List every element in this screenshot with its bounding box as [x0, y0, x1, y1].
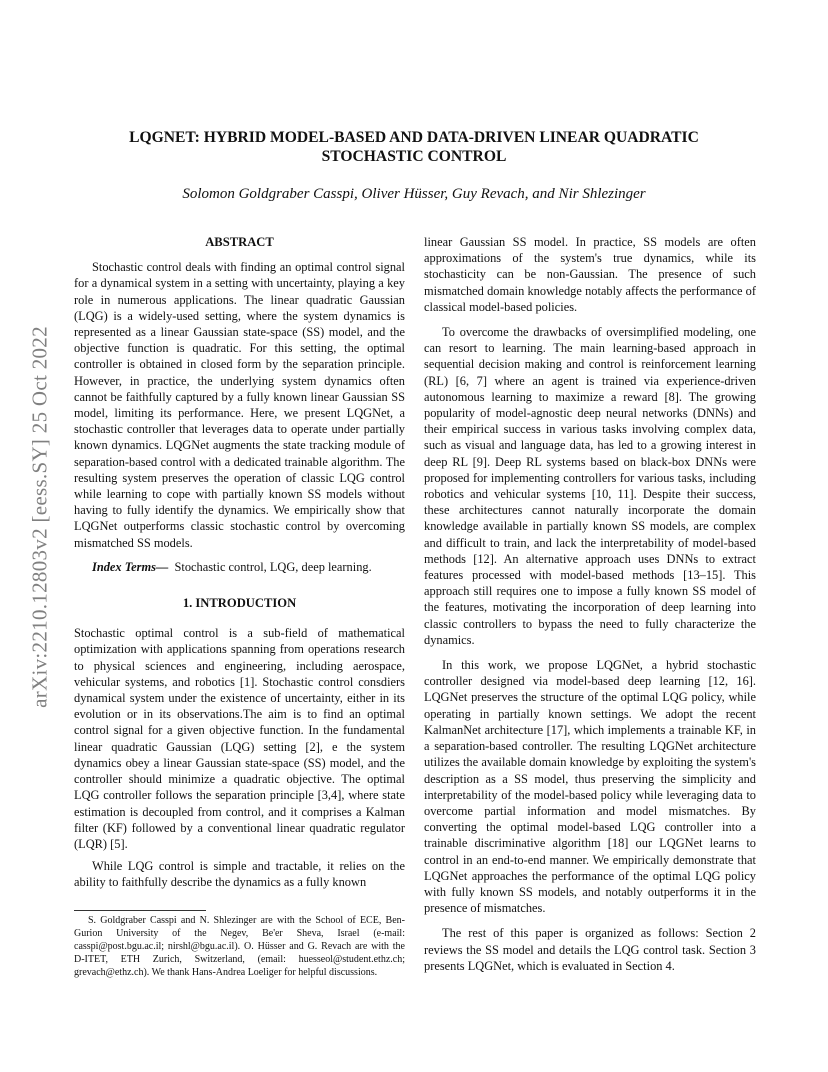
arxiv-identifier	[28, 278, 52, 756]
index-terms-text: Stochastic control, LQG, deep learning.	[174, 559, 372, 574]
introduction-heading: 1. INTRODUCTION	[182, 596, 297, 611]
abstract-text: Stochastic control deals with finding an optimal control signal for a dynamical system in a setting with uncertainty, playing a key role in numerous applications. The linear quadratic Gaussian (LQG) is a widely-used setting, where the system dynamics is represented as a linear Gaussian state-space (SS) model, and the objective function is quadratic. For this setting, the optimal controller is obtained in closed form by the separation principle. However, in practice, the underlying system dynamics often cannot be faithfully captured by a fully known linear Gaussian SS model, limiting its performance. Here, we present LQGNet, a stochastic controller that leverages data to operate under partially known dynamics. LQGNet augments the state tracking module of separation-based control with a dedicated trainable algorithm. The resulting system preserves the operation of classic LQG control while learning to cope with partially known SS models without having to fully identify the dynamics. We empirically show that LQGNet outperforms classic stochastic control by overcoming mismatched SS models.	[74, 260, 405, 550]
intro-paragraph-1: Stochastic optimal control is a sub-field of mathematical optimization with applications spanning from operations research to physical sciences and engineering, including aerospace, vehicular systems, and robotics [1]. Stochastic control consdiers dynamical system under the existence of uncertainty, either in its evolution or in its observations.The aim is to find an optimal control signal for a given objective function. In the fundamental linear quadratic Gaussian (LQG) setting [2], e the system dynamics obey a linear Gaussian state-space (SS) model, and the controller should minimize a quadratic objective. The optimal LQG controller follows the separation principle [3,4], where state estimation is decoupled from control, and it comprises a Kalman filter (KF) followed by a conventional linear quadratic regulator (LQR) [5].	[74, 626, 405, 851]
index-terms-label: Index Terms—	[92, 559, 169, 574]
footnote-rule	[74, 910, 206, 911]
paper-title: LQGNET: HYBRID MODEL-BASED AND DATA-DRIVEN LINEAR QUADRATIC STOCHASTIC CONTROL	[129, 129, 699, 165]
right-column	[424, 234, 756, 974]
abstract-heading: ABSTRACT	[205, 235, 274, 249]
intro-paragraph-5: The rest of this paper is organized as follows: Section 2 reviews the SS model and details the LQG control task. Section 3 presents LQGNet, which is evaluated in Section 4.	[424, 926, 756, 973]
arxiv-identifier-text: arXiv:2210.12803v2 [eess.SY] 25 Oct 2022	[27, 326, 52, 708]
intro-paragraph-4: In this work, we propose LQGNet, a hybrid stochastic controller designed via model-based deep learning [12, 16]. LQGNet preserves the structure of the optimal LQG policy, while operating in partially known settings. We adopt the recent KalmanNet architecture [17], which implements a trainable KF, in a separation-based controller. The resulting LQGNet architecture utilizes the available domain knowledge by exploiting the system's description as a SS model, thus preserving the simplicity and interpretability of the model-based policy while leveraging data to overcome partial information and model mismatches. By converting the optimal model-based LQG controller into a trainable discriminative algorithm [18] our LQGNet learns to control in an end-to-end manner. We empirically demonstrate that LQGNet approaches the performance of the optimal LQG policy with fully known SS models, and notably outperforms it in the presence of mismatches.	[424, 658, 756, 916]
intro-paragraph-2-continued: linear Gaussian SS model. In practice, SS models are often approximations of the system's true dynamics, while its stochasticity can be non-Gaussian. The presence of such mismatched domain knowledge notably affects the performance of classical model-based policies.	[424, 235, 756, 314]
left-column	[74, 234, 405, 891]
index-terms	[74, 559, 405, 575]
author-list: Solomon Goldgraber Casspi, Oliver Hüsser, Guy Revach, and Nir Shlezinger	[182, 186, 646, 202]
intro-paragraph-2: While LQG control is simple and tractable, it relies on the ability to faithfully describe the dynamics as a fully known	[74, 859, 405, 890]
author-footnote: S. Goldgraber Casspi and N. Shlezinger are with the School of ECE, Ben-Gurion University of the Negev, Be'er Sheva, Israel (e-mail: casspi@post.bgu.ac.il; nirshl@bgu.ac.il). O. Hüsser and G. Revach are with the D-ITET, ETH Zurich, Switzerland, (email: huesseol@student.ethz.ch; grevach@ethz.ch). We thank Hans-Andrea Loeliger for helpful discussions.	[74, 915, 405, 978]
intro-paragraph-3: To overcome the drawbacks of oversimplified modeling, one can resort to learning. The main learning-based approach in sequential decision making and control is reinforcement learning (RL) [6, 7] where an agent is trained via experience-driven autonomous learning to maximize a reward [8]. The growing popularity of model-agnostic deep neural networks (DNNs) and their empirical success in various tasks involving complex data, such as visual and language data, has led to a growing interest in deep RL [9]. Deep RL systems based on black-box DNNs were proposed for implementing controllers for various tasks, including robotics and vehicular systems [10, 11]. Despite their success, these architectures cannot naturally incorporate the domain knowledge available in partially known SS models, are complex and difficult to train, and lack the interpretability of model-based methods [12]. An alternative approach uses DNNs to extract features processed with model-based methods [13–15]. This approach still requires one to impose a fully known SS model of the features, motivating the incorporation of deep learning into classic controllers to bypass the need to fully characterize the dynamics.	[424, 325, 756, 647]
